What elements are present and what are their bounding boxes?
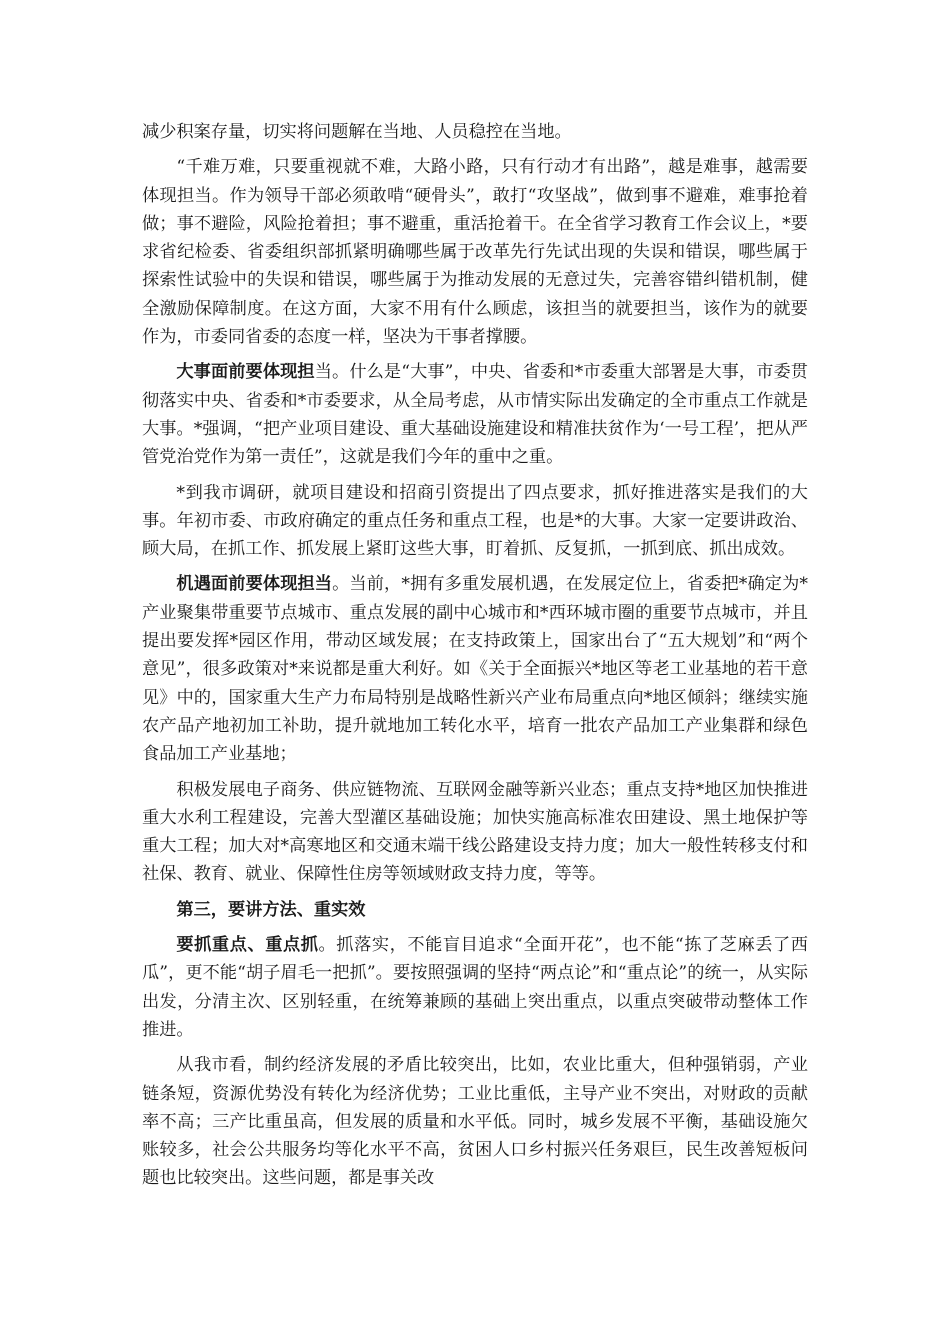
section-heading [142,896,808,924]
paragraph-text: 当。什么是“大事”，中央、省委和*市委重大部署是大事，市委贯彻落实中央、省委和*市委要求，从全局考虑，从市情实际出发确定的全市重点工作就是大事。*强调，“把产业项目建设、重大基础设施建设和精准扶贫作为‘一号工程’，把从严管党治党作为第一责任”，这就是我们今年的重中之重。 [142,362,808,468]
document-page [142,118,808,1200]
paragraph-text: 。抓落实，不能盲目追求“全面开花”，也不能“拣了芝麻丢了西瓜”，更不能“胡子眉毛一把抓”。要按照强调的坚持“两点论”和“重点论”的统一，从实际出发，分清主次、区别轻重，在统筹兼顾的基础上突出重点，以重点突破带动整体工作推进。 [142,935,808,1040]
bold-lead: 大事面前要体现担 [176,362,315,383]
heading-text: 第三，要讲方法、重实效 [176,899,366,920]
paragraph-1 [142,118,808,146]
paragraph-7 [142,931,808,1044]
paragraph-text: “千难万难，只要重视就不难，大路小路，只有行动才有出路”，越是难事，越需要体现担当。作为领导干部必须敢啃“硬骨头”，敢打“攻坚战”，做到事不避难，难事抢着做；事不避险，风险抢着担；事不避重，重活抢着干。在全省学习教育工作会议上，*要求省纪检委、省委组织部抓紧明确哪些属于改革先行先试出现的失误和错误，哪些属于探索性试验中的失误和错误，哪些属于为推动发展的无意过失，完善容错纠错机制，健全激励保障制度。在这方面，大家不用有什么顾虑，该担当的就要担当，该作为的就要作为，市委同省委的态度一样，坚决为干事者撑腰。 [142,157,808,348]
paragraph-text: 减少积案存量，切实将问题解在当地、人员稳控在当地。 [142,122,572,142]
bold-lead: 要抓重点、重点抓 [176,935,319,956]
paragraph-3 [142,358,808,471]
paragraph-2 [142,153,808,351]
paragraph-text: *到我市调研，就项目建设和招商引资提出了四点要求，抓好推进落实是我们的大事。年初市委、市政府确定的重点任务和重点工程，也是*的大事。大家一定要讲政治、顾大局，在抓工作、抓发展上紧盯这些大事，盯着抓、反复抓，一抓到底、抓出成效。 [142,482,808,560]
paragraph-8 [142,1051,808,1192]
paragraph-4 [142,479,808,564]
paragraph-text: 积极发展电子商务、供应链物流、互联网金融等新兴业态；重点支持*地区加快推进重大水利工程建设，完善大型灌区基础设施；加快实施高标准农田建设、黑土地保护等重大工程；加大对*高寒地区和交通末端干线公路建设支持力度；加大一般性转移支付和社保、教育、就业、保障性住房等领域财政支持力度，等等。 [142,779,808,885]
bold-lead: 机遇面前要体现担当 [176,574,333,595]
paragraph-5 [142,570,808,768]
paragraph-6 [142,776,808,889]
paragraph-text: 从我市看，制约经济发展的矛盾比较突出，比如，农业比重大，但种强销弱，产业链条短，资源优势没有转化为经济优势；工业比重低，主导产业不突出，对财政的贡献率不高；三产比重虽高，但发展的质量和水平低。同时，城乡发展不平衡，基础设施欠账较多，社会公共服务均等化水平不高，贫困人口乡村振兴任务艰巨，民生改善短板问题也比较突出。这些问题，都是事关改 [142,1055,808,1189]
paragraph-text: 。当前，*拥有多重发展机遇，在发展定位上，省委把*确定为*产业聚集带重要节点城市、重点发展的副中心城市和*西环城市圈的重要节点城市，并且提出要发挥*园区作用，带动区域发展；在支持政策上，国家出台了“五大规划”和“两个意见”，很多政策对*来说都是重大利好。如《关于全面振兴*地区等老工业基地的若干意见》中的，国家重大生产力布局特别是战略性新兴产业布局重点向*地区倾斜；继续实施农产品产地初加工补助，提升就地加工转化水平，培育一批农产品加工产业集群和绿色食品加工产业基地； [142,574,808,765]
